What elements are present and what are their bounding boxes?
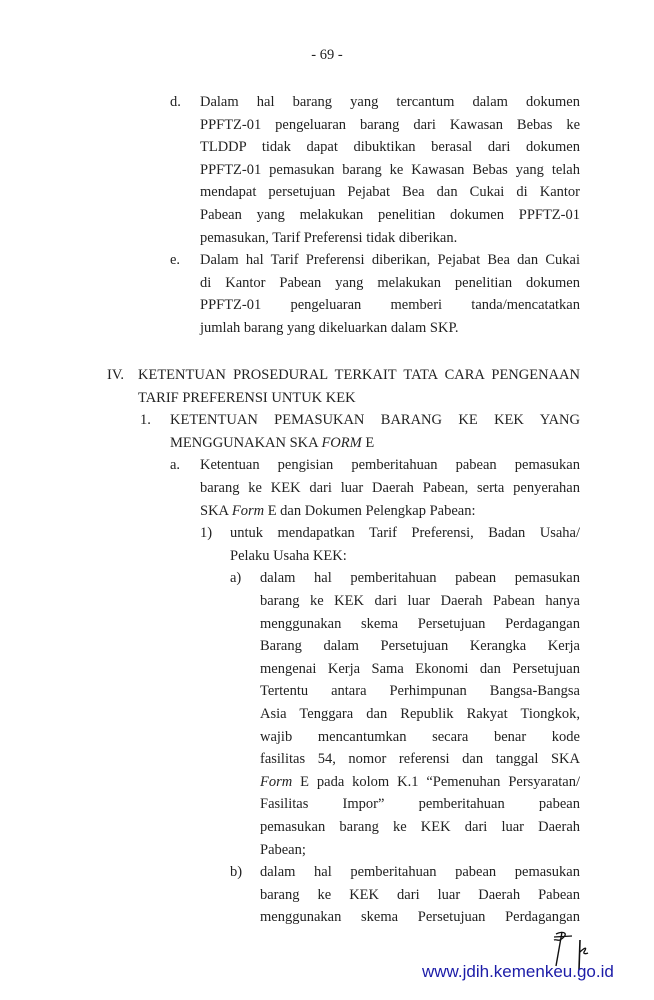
text-segment: SKA	[200, 502, 232, 519]
text-line: mengenai Kerja Sama Ekonomi dan Persetujuan	[260, 660, 580, 677]
list-item-marker: IV.	[107, 367, 125, 384]
text-line: pemasukan, Tarif Preferensi tidak diberikan.	[200, 229, 458, 246]
text-line: Asia Tenggara dan Republik Rakyat Tiongkok,	[260, 705, 580, 722]
text-line: TLDDP tidak dapat dibuktikan berasal dari dokumen	[200, 139, 580, 156]
text-line: wajib mencantumkan secara benar kode	[260, 728, 580, 745]
text-line: Dalam hal Tarif Preferensi diberikan, Pejabat Bea dan Cukai	[200, 252, 580, 269]
text-line: barang ke KEK dari luar Daerah Pabean hanya	[260, 592, 580, 609]
text-line: dalam hal pemberitahuan pabean pemasukan	[260, 570, 580, 587]
text-line: menggunakan skema Persetujuan Perdagangan	[260, 909, 580, 926]
text-line: jumlah barang yang dikeluarkan dalam SKP.	[200, 319, 459, 336]
text-line: pemasukan barang ke KEK dari luar Daerah	[260, 818, 580, 835]
text-segment: E pada kolom K.1 “Pemenuhan Persyaratan/	[292, 773, 580, 790]
list-item	[0, 522, 654, 567]
list-item	[0, 249, 654, 339]
list-item	[0, 567, 654, 861]
text-line: KETENTUAN PROSEDURAL TERKAIT TATA CARA PENGENAAN	[138, 367, 580, 384]
text-line: KETENTUAN PEMASUKAN BARANG KE KEK YANG	[170, 412, 580, 429]
list-item-marker: 1)	[200, 525, 213, 542]
text-line: mendapat persetujuan Pejabat Bea dan Cukai di Kantor	[200, 184, 580, 201]
text-line: Pelaku Usaha KEK:	[230, 547, 347, 564]
list-item	[0, 454, 654, 522]
text-line: menggunakan skema Persetujuan Perdagangan	[260, 615, 580, 632]
text-line: Tertentu antara Perhimpunan Bangsa-Bangsa	[260, 683, 580, 700]
document-body	[0, 91, 654, 929]
list-item-marker: a.	[170, 457, 181, 474]
text-line: Ketentuan pengisian pemberitahuan pabean pemasukan	[200, 457, 580, 474]
text-line	[170, 432, 580, 455]
text-segment: E	[361, 434, 375, 451]
list-item-marker: b)	[230, 864, 243, 881]
text-line: Fasilitas Impor” pemberitahuan pabean	[260, 796, 580, 813]
list-item-marker: e.	[170, 252, 181, 269]
text-line: Barang dalam Persetujuan Kerangka Kerja	[260, 638, 580, 655]
italic-term: FORM	[321, 434, 362, 451]
list-item	[0, 91, 654, 249]
italic-term: Form	[231, 502, 265, 519]
text-line: PPFTZ-01 pengeluaran memberi tanda/mencatatkan	[200, 297, 580, 314]
text-segment: MENGGUNAKAN SKA	[170, 434, 322, 451]
list-item-marker: 1.	[140, 412, 151, 429]
list-item	[0, 364, 654, 409]
list-item-marker: a)	[230, 570, 242, 587]
text-line: PPFTZ-01 pengeluaran barang dari Kawasan Bebas ke	[200, 116, 580, 133]
text-line: barang ke KEK dari luar Daerah Pabean, serta penyerahan	[200, 480, 580, 496]
text-line: Dalam hal barang yang tercantum dalam dokumen	[200, 94, 580, 110]
watermark-link[interactable]: www.jdih.kemenkeu.go.id	[422, 962, 614, 981]
text-line: untuk mendapatkan Tarif Preferensi, Badan Usaha/	[230, 525, 580, 542]
text-segment: E dan Dokumen Pelengkap Pabean:	[264, 502, 476, 519]
text-line: Pabean yang melakukan penelitian dokumen PPFTZ-01	[200, 206, 580, 223]
text-line: PPFTZ-01 pemasukan barang ke Kawasan Bebas yang telah	[200, 161, 580, 178]
list-item	[0, 409, 654, 454]
list-item	[0, 861, 654, 929]
text-line: Pabean;	[260, 841, 306, 858]
text-line: fasilitas 54, nomor referensi dan tanggal SKA	[260, 751, 580, 768]
list-item-marker: d.	[170, 94, 181, 110]
text-line	[200, 500, 580, 523]
text-line: di Kantor Pabean yang melakukan penelitian dokumen	[200, 274, 580, 291]
page-number: - 69 -	[311, 47, 343, 63]
text-line: barang ke KEK dari luar Daerah Pabean	[260, 886, 580, 903]
italic-term: Form	[260, 773, 293, 790]
text-line: dalam hal pemberitahuan pabean pemasukan	[260, 864, 580, 881]
text-line	[260, 771, 580, 794]
text-line: TARIF PREFERENSI UNTUK KEK	[138, 389, 356, 406]
